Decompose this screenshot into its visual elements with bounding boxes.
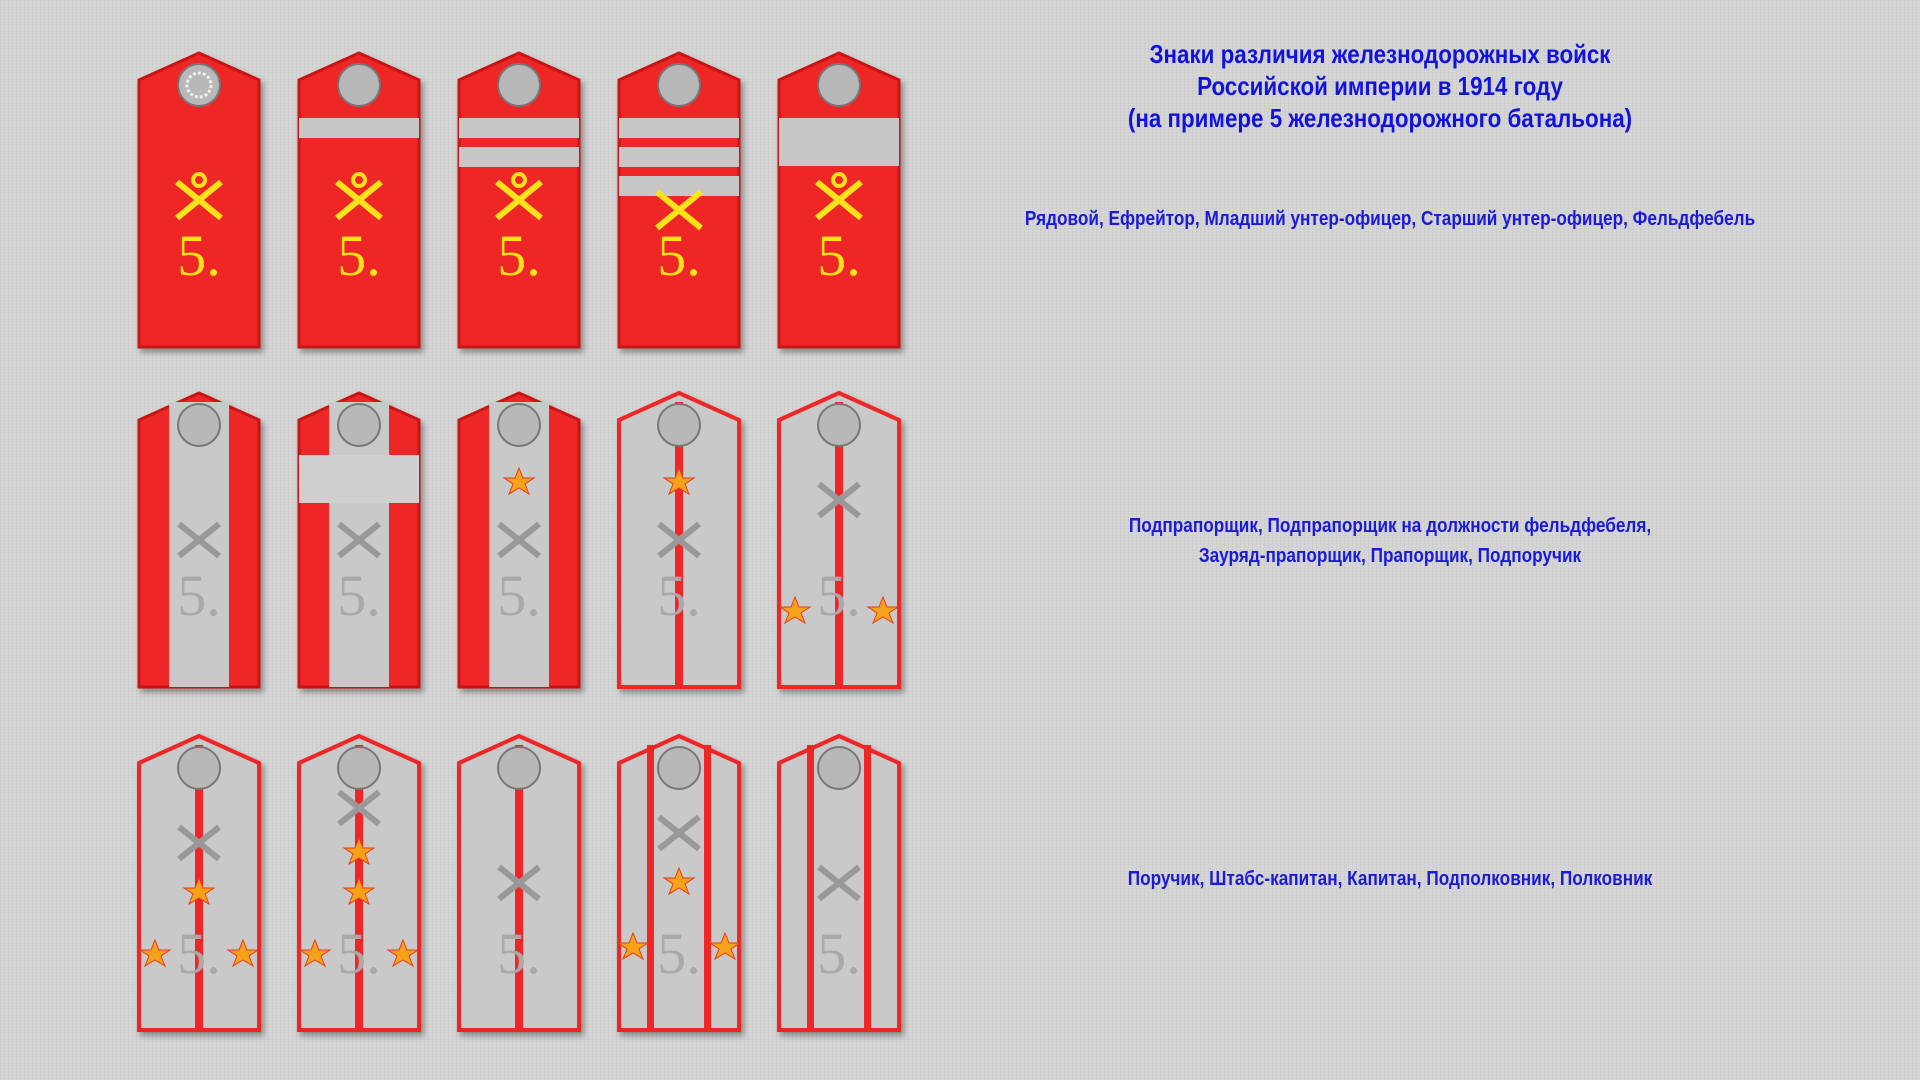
shoulder-strap-lance-corporal	[295, 50, 423, 350]
strap-cipher: 5.	[817, 921, 861, 986]
caption-row-2-line-1: Подпрапорщик, Подпрапорщик на должности фельдфебеля,	[1128, 515, 1652, 537]
caption-row-1	[1003, 204, 1777, 234]
caption-row-3	[1003, 864, 1777, 894]
title-line-1: Знаки различия железнодорожных войск	[1149, 39, 1611, 69]
strap-cipher: 5.	[497, 563, 541, 628]
strap-cipher: 5.	[657, 563, 701, 628]
strap-cipher: 5.	[657, 921, 701, 986]
title-line-3: (на примере 5 железнодорожного батальона)	[1127, 103, 1633, 133]
strap-cipher: 5.	[337, 563, 381, 628]
shoulder-strap-podpraporshchik-as-sergeant-major	[295, 390, 423, 690]
strap-cipher: 5.	[817, 563, 861, 628]
strap-cipher: 5.	[177, 921, 221, 986]
shoulder-strap-private	[135, 50, 263, 350]
strap-cipher: 5.	[337, 223, 381, 288]
caption-row-1-text: Рядовой, Ефрейтор, Младший унтер-офицер, Старший унтер-офицер, Фельдфебель	[1024, 208, 1756, 230]
shoulder-strap-podporuchik	[775, 390, 903, 690]
shoulder-strap-shtabs-kapitan	[295, 733, 423, 1033]
shoulder-strap-podpolkovnik	[615, 733, 743, 1033]
shoulder-strap-senior-nco	[615, 50, 743, 350]
shoulder-strap-junior-nco	[455, 50, 583, 350]
caption-row-2	[1003, 511, 1777, 571]
shoulder-strap-poruchik	[135, 733, 263, 1033]
strap-cipher: 5.	[497, 223, 541, 288]
shoulder-strap-podpraporshchik	[135, 390, 263, 690]
shoulder-strap-kapitan	[455, 733, 583, 1033]
strap-cipher: 5.	[817, 223, 861, 288]
shoulder-strap-sergeant-major	[775, 50, 903, 350]
caption-row-3-text: Поручик, Штабс-капитан, Капитан, Подполковник, Полковник	[1127, 868, 1653, 890]
strap-cipher: 5.	[337, 921, 381, 986]
strap-cipher: 5.	[177, 223, 221, 288]
shoulder-strap-polkovnik	[775, 733, 903, 1033]
caption-row-2-line-2: Зауряд-прапорщик, Прапорщик, Подпоручик	[1198, 545, 1582, 567]
shoulder-strap-praporshchik	[615, 390, 743, 690]
strap-cipher: 5.	[497, 921, 541, 986]
strap-cipher: 5.	[657, 223, 701, 288]
page-title	[1088, 38, 1673, 134]
shoulder-strap-zauryad-praporshchik	[455, 390, 583, 690]
strap-cipher: 5.	[177, 563, 221, 628]
title-line-2: Российской империи в 1914 году	[1197, 71, 1563, 101]
